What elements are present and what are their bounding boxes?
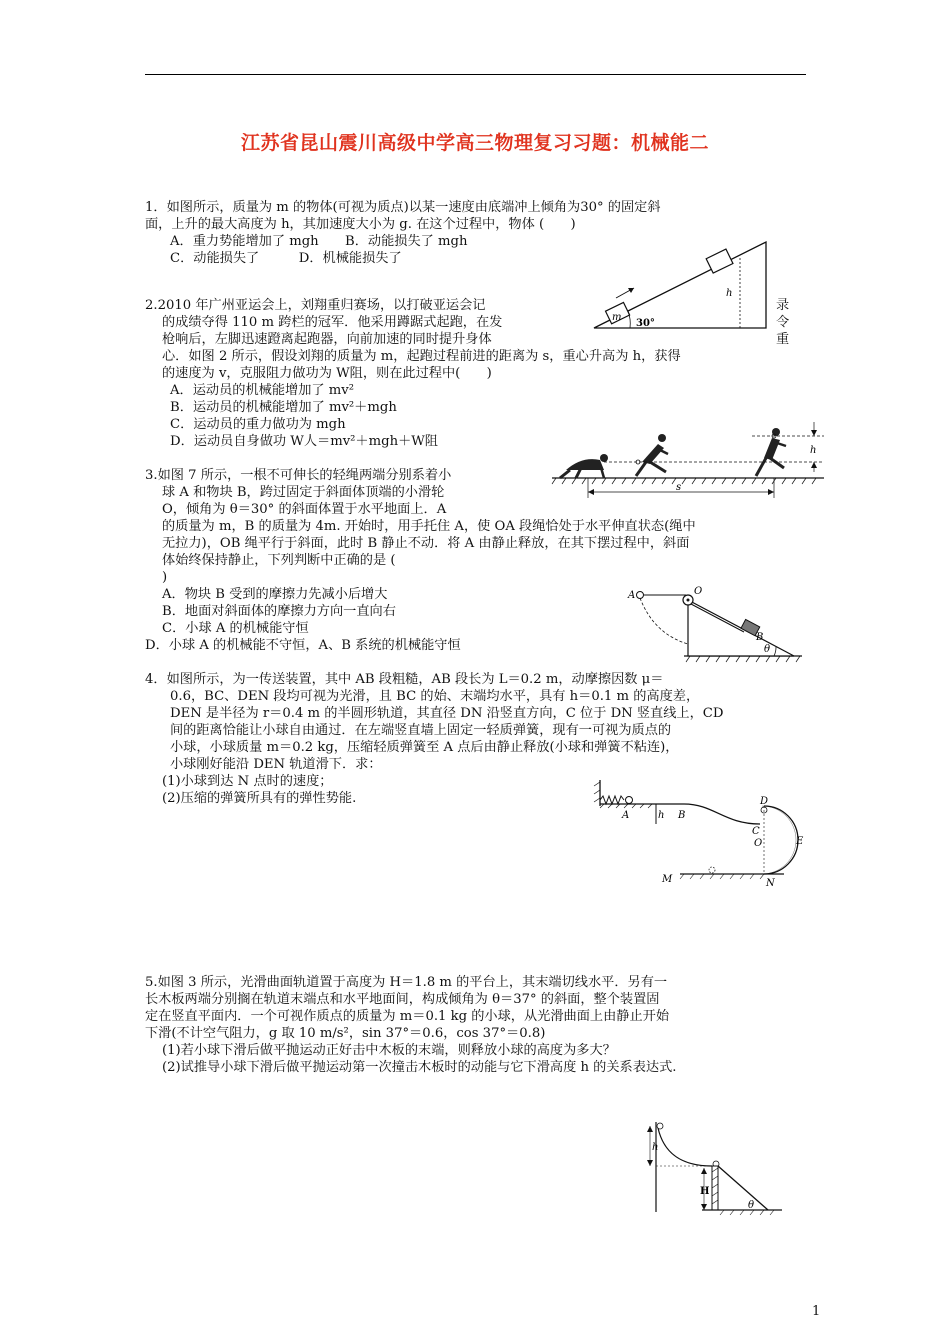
q5-fig-h: h bbox=[652, 1142, 659, 1153]
q5-line-4: 下滑(不计空气阻力，g 取 10 m/s²，sin 37°＝0.6，cos 37°＝0.8) bbox=[145, 1026, 546, 1041]
q2-sprinter-figure bbox=[552, 422, 827, 502]
q4-fig-d: D bbox=[760, 796, 769, 807]
q3-pulley-figure bbox=[624, 584, 804, 664]
q3-line-5: 无拉力)，OB 绳平行于斜面，此时 B 静止不动．将 A 由静止释放，在其下摆过程中，斜面 bbox=[162, 536, 690, 551]
q3-line-4: 的质量为 m，B 的质量为 4m. 开始时，用手托住 A，使 OA 段绳恰处于水平伸直状态(绳中 bbox=[162, 519, 696, 534]
q4-line-6: 小球刚好能沿 DEN 轨道滑下．求： bbox=[170, 757, 382, 772]
q2-tail-3: 重 bbox=[776, 332, 790, 347]
q3-line-6: 体始终保持静止，下列判断中正确的是 ( bbox=[162, 553, 396, 568]
q3-line-7: ) bbox=[162, 570, 168, 585]
q2-option-d: D．运动员自身做功 W人＝mv²＋mgh＋W阻 bbox=[170, 434, 438, 449]
q1-fig-m: m bbox=[612, 312, 622, 323]
q2-fig-h: h bbox=[810, 445, 817, 456]
q4-line-5: 小球，小球质量 m＝0.2 kg，压缩轻质弹簧至 A 点后由静止释放(小球和弹簧不粘连)， bbox=[170, 740, 679, 755]
q2-line-1: 2.2010 年广州亚运会上，刘翔重归赛场，以打破亚运会记 bbox=[145, 298, 486, 313]
q2-option-b: B．运动员的机械能增加了 mv²＋mgh bbox=[170, 400, 397, 415]
q2-fig-s: s bbox=[676, 482, 682, 493]
q2-line-5: 的速度为 v，克服阻力做功为 W阻，则在此过程中( ) bbox=[162, 366, 492, 381]
q4-line-1: 4．如图所示，为一传送装置，其中 AB 段粗糙，AB 段长为 L＝0.2 m，动摩擦因数 μ＝ bbox=[145, 672, 664, 687]
q1-option-cd: C．动能损失了 D．机械能损失了 bbox=[170, 251, 402, 266]
q3-fig-b: B bbox=[756, 632, 764, 643]
q4-fig-m: M bbox=[662, 874, 673, 885]
q4-fig-h: h bbox=[658, 810, 665, 821]
q3-fig-theta: θ bbox=[764, 644, 771, 655]
q5-sub-2: (2)试推导小球下滑后做平抛运动第一次撞击木板时的动能与它下滑高度 h 的关系表达式. bbox=[162, 1060, 677, 1075]
q4-fig-b: B bbox=[678, 810, 686, 821]
q2-option-a: A．运动员的机械能增加了 mv² bbox=[170, 383, 355, 398]
q4-line-2: 0.6，BC、DEN 段均可视为光滑，且 BC 的始、末端均水平，具有 h＝0.1 m 的高度差， bbox=[170, 689, 700, 704]
q2-line-3: 枪响后，左脚迅速蹬离起跑器，向前加速的同时提升身体 bbox=[162, 332, 492, 347]
q4-fig-n: N bbox=[766, 878, 775, 889]
q4-track-figure bbox=[594, 776, 810, 888]
q3-fig-o: O bbox=[694, 586, 703, 597]
q4-fig-o: O bbox=[754, 838, 763, 849]
q1-line-1: 1．如图所示，质量为 m 的物体(可视为质点)以某一速度由底端冲上倾角为30° 的固定斜 bbox=[145, 200, 661, 215]
page-title: 江苏省昆山震川高级中学高三物理复习习题：机械能二 bbox=[240, 132, 709, 154]
q2-line-4: 心．如图 2 所示，假设刘翔的质量为 m，起跑过程前进的距离为 s，重心升高为 h，获得 bbox=[162, 349, 681, 364]
q1-fig-h: h bbox=[726, 288, 733, 299]
q2-line-2: 的成绩夺得 110 m 跨栏的冠军．他采用蹲踞式起跑，在发 bbox=[162, 315, 503, 330]
q1-option-ab: A．重力势能增加了 mgh B．动能损失了 mgh bbox=[170, 234, 468, 249]
q5-fig-theta: θ bbox=[748, 1200, 755, 1211]
q5-sub-1: (1)若小球下滑后做平抛运动正好击中木板的末端，则释放小球的高度为多大？ bbox=[162, 1043, 616, 1058]
q5-line-3: 定在竖直平面内．一个可视作质点的质量为 m＝0.1 kg 的小球，从光滑曲面上由静止开始 bbox=[145, 1009, 670, 1024]
page-number: 1 bbox=[812, 1304, 821, 1319]
q5-line-1: 5.如图 3 所示，光滑曲面轨道置于高度为 H＝1.8 m 的平台上，其末端切线水平．另有一 bbox=[145, 975, 668, 990]
header-rule bbox=[145, 74, 806, 75]
q4-line-4: 间的距离恰能让小球自由通过．在左端竖直墙上固定一轻质弹簧，现有一可视为质点的 bbox=[170, 723, 672, 738]
q4-fig-e: E bbox=[796, 836, 804, 847]
q1-incline-figure bbox=[590, 236, 780, 336]
q3-line-1: 3.如图 7 所示，一根不可伸长的轻绳两端分别系着小 bbox=[145, 468, 452, 483]
q5-line-2: 长木板两端分别搁在轨道末端点和水平地面间，构成倾角为 θ＝37° 的斜面，整个装置固 bbox=[145, 992, 660, 1007]
q5-ramp-figure bbox=[642, 1118, 792, 1220]
q2-tail-2: 令 bbox=[776, 315, 790, 330]
q3-line-2: 球 A 和物块 B，跨过固定于斜面体顶端的小滑轮 bbox=[162, 485, 445, 500]
q3-line-3: O，倾角为 θ＝30° 的斜面体置于水平地面上．A bbox=[162, 502, 447, 517]
q3-option-a: A．物块 B 受到的摩擦力先减小后增大 bbox=[162, 587, 388, 602]
q3-option-c: C．小球 A 的机械能守恒 bbox=[162, 621, 309, 636]
q4-fig-a: A bbox=[622, 810, 630, 821]
q4-line-3: DEN 是半径为 r＝0.4 m 的半圆形轨道，其直径 DN 沿竖直方向，C 位于 DN 竖直线上，CD bbox=[170, 706, 724, 721]
q3-fig-a: A bbox=[628, 590, 636, 601]
q2-option-c: C．运动员的重力做功为 mgh bbox=[170, 417, 346, 432]
q3-option-b: B．地面对斜面体的摩擦力方向一直向右 bbox=[162, 604, 396, 619]
q4-sub-1: (1)小球到达 N 点时的速度； bbox=[162, 774, 333, 789]
q3-option-d: D．小球 A 的机械能不守恒，A、B 系统的机械能守恒 bbox=[145, 638, 461, 653]
q1-fig-angle: 30° bbox=[636, 318, 655, 329]
q5-fig-hh: H bbox=[700, 1186, 710, 1197]
q4-sub-2: (2)压缩的弹簧所具有的弹性势能. bbox=[162, 791, 357, 806]
q4-fig-c: C bbox=[752, 826, 760, 837]
q2-tail-1: 录 bbox=[776, 298, 790, 313]
q1-line-2: 面，上升的最大高度为 h，其加速度大小为 g. 在这个过程中，物体 ( ) bbox=[145, 217, 576, 232]
